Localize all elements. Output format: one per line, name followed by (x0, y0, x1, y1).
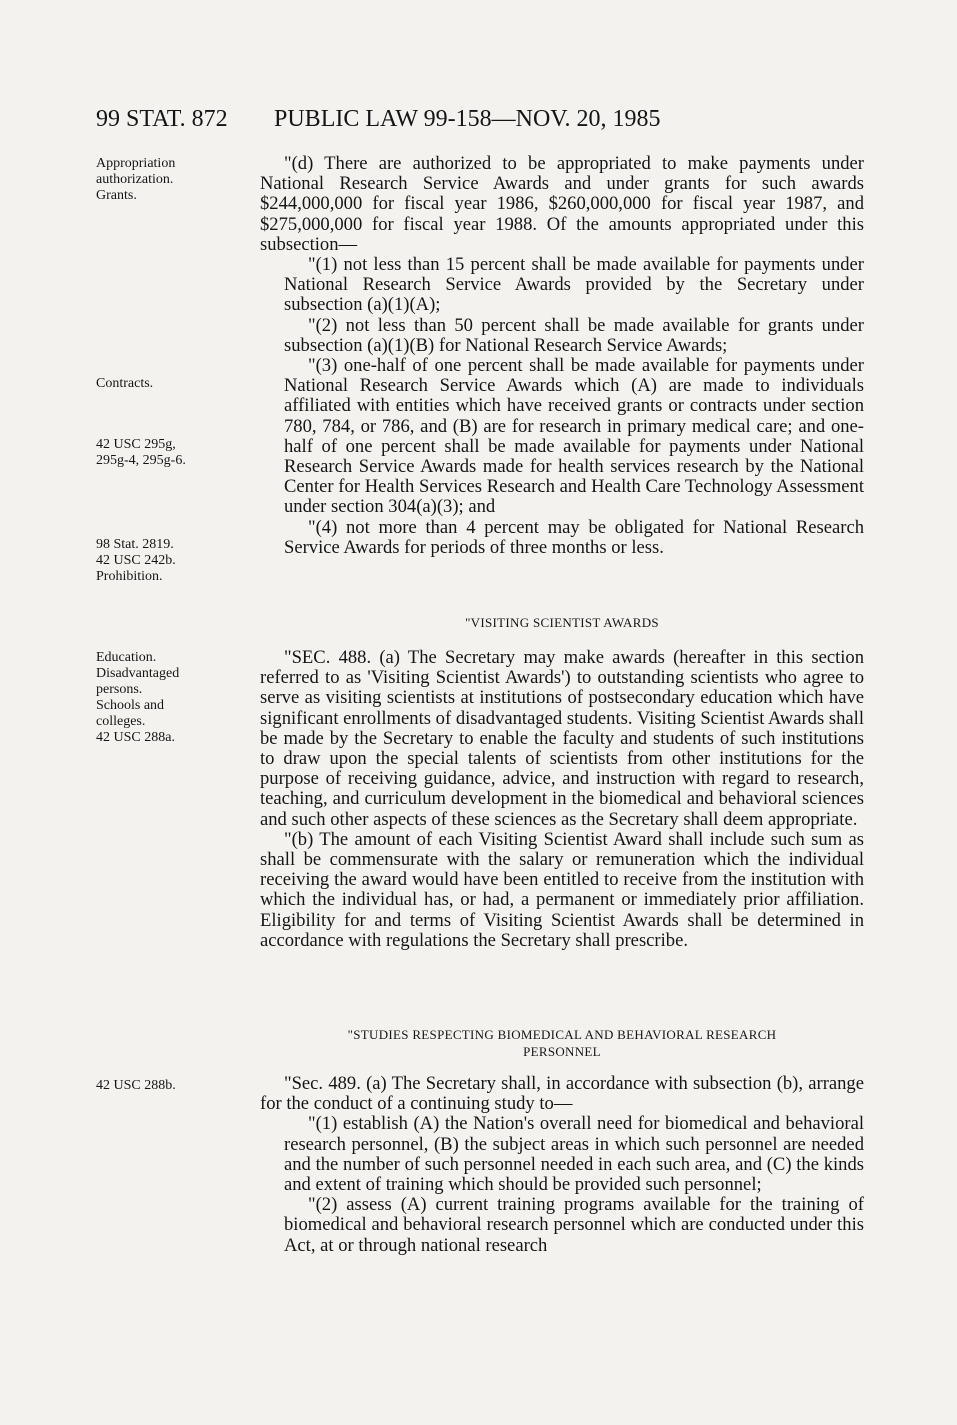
statute-page-number: 99 STAT. 872 (96, 106, 228, 132)
item-2: "(2) not less than 50 percent shall be made available for grants under subsection (a)(1)(B) for National Research Service Awards; (284, 314, 864, 356)
public-law-header: PUBLIC LAW 99-158—NOV. 20, 1985 (274, 106, 661, 132)
margin-note-prohibition: 98 Stat. 2819. 42 USC 242b. Prohibition. (96, 537, 176, 584)
margin-note-contracts: Contracts. (96, 376, 154, 391)
section-489-item-1: "(1) establish (A) the Nation's overall need for biomedical and behavioral research personnel, (B) the subject areas in which such personnel are needed and the number of such personnel needed in each such area, and (C) the kinds and extent of training which should be provided such personnel; (284, 1113, 864, 1196)
heading-studies-research-personnel: "STUDIES RESPECTING BIOMEDICAL AND BEHAVIORAL RESEARCH PERSONNEL (347, 1027, 777, 1059)
section-488-b: "(b) The amount of each Visiting Scientist Award shall include such sum as shall be commensurate with the salary or remuneration which the individual receiving the award would have been entitled to receive from the institution with which the individual has, or had, a permanent or immediately prior affiliation. Eligibility for and terms of Visiting Scientist Awards shall be determined in accordance with regulations the Secretary shall prescribe. (260, 828, 864, 951)
section-488 (260, 648, 864, 951)
section-487-subsection-d (260, 154, 864, 558)
paragraph-d: "(d) There are authorized to be appropriated to make payments under National Research Service Awards and under grants for such awards $244,000,000 for fiscal year 1986, $260,000,000 for fiscal year 1987, and $275,000,000 for fiscal year 1988. Of the amounts appropriated under this subsection— (260, 153, 864, 255)
margin-note-appropriation: Appropriation authorization. Grants. (96, 156, 176, 203)
section-489-item-2: "(2) assess (A) current training programs available for the training of biomedical and behavioral research personnel which are conducted under this Act, at or through national research (284, 1194, 864, 1256)
item-1: "(1) not less than 15 percent shall be made available for payments under National Research Service Awards provided by the Secretary under subsection (a)(1)(A); (284, 254, 864, 316)
heading-visiting-scientist-awards: "VISITING SCIENTIST AWARDS (465, 615, 659, 630)
section-489-a: "Sec. 489. (a) The Secretary shall, in accordance with subsection (b), arrange for the conduct of a continuing study to— (260, 1073, 864, 1115)
margin-note-education: Education. Disadvantaged persons. Schools and colleges. 42 USC 288a. (96, 650, 180, 745)
section-488-a: "SEC. 488. (a) The Secretary may make awards (hereafter in this section referred to as 'Visiting Scientist Awards') to outstanding scientists who agree to serve as visiting scientists at institutions of postsecondary education which have significant enrollments of disadvantaged students. Visiting Scientist Awards shall be made by the Secretary to enable the faculty and students of such institutions to draw upon the special talents of scientists from other institutions for the purpose of receiving guidance, advice, and instruction with regard to research, teaching, and curriculum development in the biomedical and behavioral sciences and such other aspects of these sciences as the Secretary shall deem appropriate. (260, 647, 864, 830)
margin-note-usc-288b: 42 USC 288b. (96, 1078, 176, 1093)
item-3: "(3) one-half of one percent shall be made available for payments under National Research Service Awards which (A) are made to individuals affiliated with entities which have received grants or contracts under section 780, 784, or 786, and (B) are for research in primary medical care; and one-half of one percent shall be made available for payments under National Research Service Awards made for health services research by the National Center for Health Services Research and Health Care Technology Assessment under section 304(a)(3); and (284, 355, 864, 518)
item-4: "(4) not more than 4 percent may be obligated for National Research Service Awards for periods of three months or less. (284, 516, 864, 558)
margin-note-usc-295g: 42 USC 295g, 295g-4, 295g-6. (96, 437, 186, 468)
section-489 (260, 1074, 864, 1256)
